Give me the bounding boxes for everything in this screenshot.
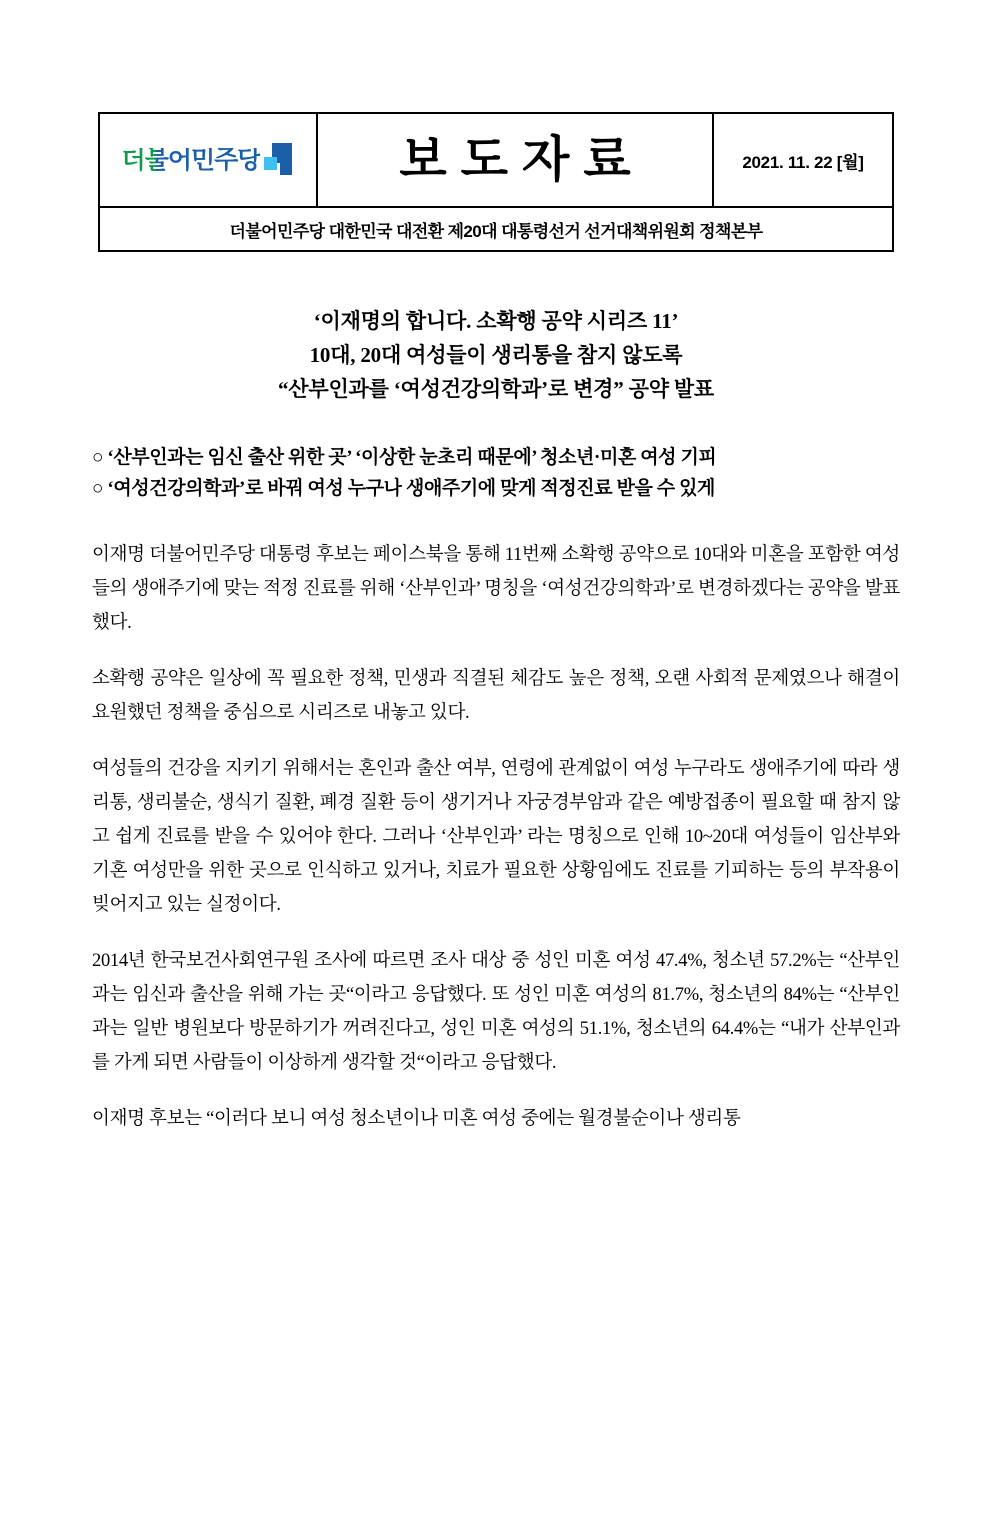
body-paragraphs — [92, 538, 900, 1136]
bullet-item-1: ○ ‘산부인과는 임신 출산 위한 곳’ ‘이상한 눈초리 때문에’ 청소년·미혼 여성 기피 — [92, 447, 717, 468]
document-type-cell — [318, 114, 714, 206]
document-date: 2021. 11. 22 [월] — [742, 152, 864, 172]
party-logo-cell — [100, 114, 318, 206]
document-body — [92, 304, 900, 1136]
document-type-title: 보도자료 — [399, 132, 645, 187]
header-top-row — [100, 114, 892, 206]
paragraph-4: 2014년 한국보건사회연구원 조사에 따르면 조사 대상 중 성인 미혼 여성 47.4%, 청소년 57.2%는 “산부인과는 임신과 출산을 위해 가는 곳“이라고 응답했다. 또 성인 미혼 여성의 81.7%, 청소년의 84%는 “산부인과는 일반 병원보다 방문하기가 꺼려진다고, 성인 미혼 여성의 51.1%, 청소년의 64.4%는 “내가 산부인과를 가게 되면 사람들이 이상하게 생각할 것“이라고 응답했다. — [92, 951, 900, 1073]
summary-bullets — [92, 442, 900, 504]
paragraph-3: 여성들의 건강을 지키기 위해서는 혼인과 출산 여부, 연령에 관계없이 여성 누구라도 생애주기에 따라 생리통, 생리불순, 생식기 질환, 폐경 질환 등이 생기거나 자궁경부암과 같은 예방접종이 필요할 때 참지 않고 쉽게 진료를 받을 수 있어야 한다. 그러나 ‘산부인과’ 라는 명칭으로 인해 10~20대 여성들이 임산부와 기혼 여성만을 위한 곳으로 인식하고 있거나, 치료가 필요한 상황임에도 진료를 기피하는 등의 부작용이 빚어지고 있는 실정이다. — [92, 759, 900, 915]
democratic-party-logo-icon — [264, 143, 294, 177]
headline-line-3: “산부인과를 ‘여성건강의학과’로 변경” 공약 발표 — [277, 377, 715, 401]
party-name-text: 더불어민주당 — [121, 145, 261, 174]
headline-line-1: ‘이재명의 합니다. 소확행 공약 시리즈 11’ — [313, 309, 679, 333]
paragraph-5: 이재명 후보는 “이러다 보니 여성 청소년이나 미혼 여성 중에는 월경불순이나 생리통 — [92, 1109, 741, 1129]
paragraph-2: 소확행 공약은 일상에 꼭 필요한 정책, 민생과 직결된 체감도 높은 정책, 오랜 사회적 문제였으나 해결이 요원했던 정책을 중심으로 시리즈로 내놓고 있다. — [92, 669, 900, 723]
paragraph-1: 이재명 더불어민주당 대통령 후보는 페이스북을 통해 11번째 소확행 공약으로 10대와 미혼을 포함한 여성들의 생애주기에 맞는 적정 진료를 위해 ‘산부인과’ 명칭을 ‘여성건강의학과’로 변경하겠다는 공약을 발표했다. — [92, 545, 900, 633]
document-page — [0, 112, 992, 1515]
headline-block — [92, 304, 900, 406]
party-logo — [122, 143, 295, 177]
headline-line-2: 10대, 20대 여성들이 생리통을 참지 않도록 — [309, 343, 683, 367]
bullet-item-2: ○ ‘여성건강의학과’로 바꿔 여성 누구나 생애주기에 맞게 적정진료 받을 수 있게 — [92, 478, 716, 499]
press-release-header-table — [98, 112, 894, 252]
issuing-organization: 더불어민주당 대한민국 대전환 제20대 대통령선거 선거대책위원회 정책본부 — [100, 206, 892, 250]
